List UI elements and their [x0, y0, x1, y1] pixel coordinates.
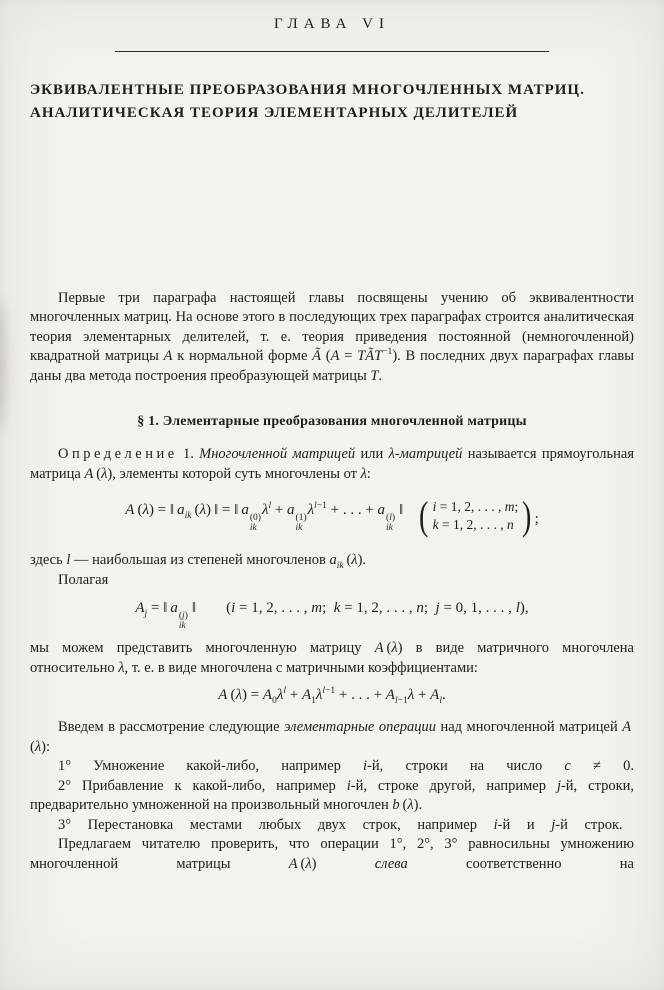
formula-1-body: A (λ) = ‖ $a_{ik}$ (λ) ‖ = ‖ a (0) ik $\lambda^l + a$ (1) ik $\lambda^{l-1}$ + . . . + a (l) ik ‖ [125, 500, 404, 533]
formula-1-case-lines [431, 498, 521, 534]
polagaya-line: Полагая [58, 571, 109, 588]
formula-coefficient-matrices: $A_j$ = ‖ a (j) ik ‖ (i = 1, 2, . . . , m; k = 1, 2, . . . , n; j = 0, 1, . . . , l), [135, 600, 529, 631]
case-line-i: i = 1, 2, . . . , m; [432, 499, 519, 514]
formula-matrix-polynomial: A $(\lambda) = A_0\lambda^l + A_1\lambda^{l-1}$ + . . . + $A_{l-1}\lambda + A_l$. [218, 686, 446, 706]
operations-intro-paragraph: Введем в рассмотрение следующие элементарные операции над многочленной матрицей A (λ): [30, 719, 634, 755]
section-heading: § 1. Элементарные преобразования многочленной матрицы [137, 414, 527, 429]
chapter-title-line2: АНАЛИТИЧЕСКАЯ ТЕОРИЯ ЭЛЕМЕНТАРНЫХ ДЕЛИТЕЛЕЙ [30, 104, 519, 121]
formula-lambda-matrix [30, 493, 634, 539]
degree-note-paragraph: здесь l — наибольшая из степеней многочленов $a_{ik}$ (λ). [30, 552, 367, 571]
close-paren: ) [522, 493, 532, 538]
operation-1-paragraph: 1° Умножение какой-либо, например i-й, строки на число c ≠ 0. [58, 758, 634, 774]
case-line-k: k = 1, 2, . . . , n [432, 517, 514, 532]
operation-2-paragraph: 2° Прибавление к какой-либо, например i-й, строке другой, например j-й, строки, предварительно умноженной на произвольный многочлен b (λ). [30, 777, 635, 813]
chapter-title-line1: ЭКВИВАЛЕНТНЫЕ ПРЕОБРАЗОВАНИЯ МНОГОЧЛЕННЫХ МАТРИЦ. [30, 81, 585, 98]
formula-1-tail: ; [534, 511, 539, 527]
operation-3-paragraph: 3° Перестановка местами любых двух строк, например i-й и j-й строк. [58, 816, 623, 833]
matrix-polynomial-paragraph: мы можем представить многочленную матрицу A (λ) в виде матричного многочлена относительно λ, т. е. в виде многочлена с матричными коэффициентами: [30, 640, 634, 676]
closing-paragraph: Предлагаем читателю проверить, что операции 1°, 2°, 3° равносильны умножению многочленной матрицы A (λ) слева соответственно на [30, 836, 634, 872]
chapter-title [30, 79, 634, 125]
chapter-heading: ГЛАВА VI [273, 16, 391, 32]
open-paren: ( [419, 493, 429, 538]
formula-1-cases [417, 493, 539, 538]
intro-paragraph: Первые три параграфа настоящей главы посвящены учению об эквивалентности многочленных матриц. На основе этого в последующих трех параграфах строится аналитическая теория элементарных делителей, т. е. теория приведения постоянной (немногочленной) квадратной матрицы A к нормальной форме Ã $(A = TÃT^{-1})$. В последних двух параграфах главы даны два метода построения преобразующей матрицы T. [30, 289, 634, 384]
chapter-divider [115, 51, 549, 52]
definition-paragraph: Определение 1. Многочленной матрицей или λ-матрицей называется прямоугольная матрица A (λ), элементы которой суть многочлены от λ: [30, 446, 634, 482]
